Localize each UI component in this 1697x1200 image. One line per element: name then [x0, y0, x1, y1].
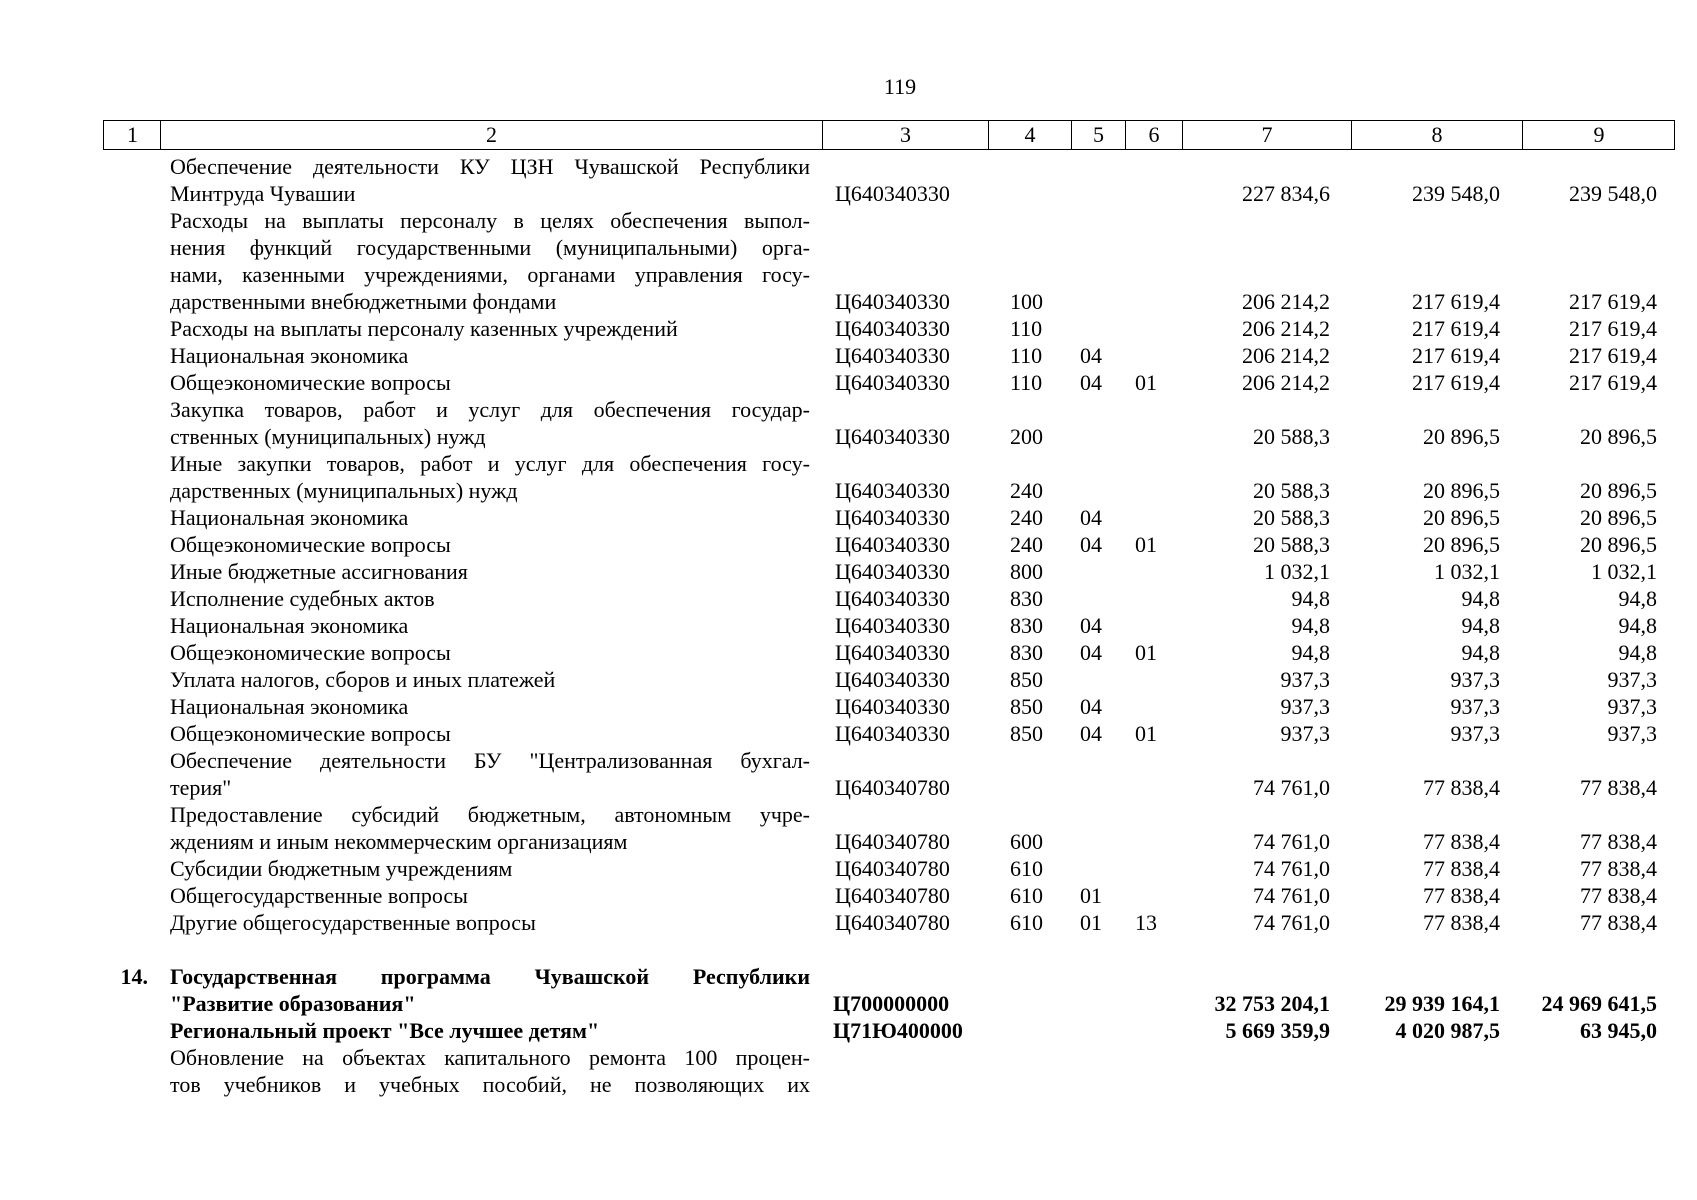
- row-name-line: Государственная программа Чувашской Республики: [170, 964, 810, 989]
- row-expense-type: 100: [1010, 289, 1043, 314]
- row-expense-type: 240: [1010, 478, 1043, 503]
- row-value-col7: 94,8: [1291, 613, 1330, 638]
- row-name-line: Минтруда Чувашии: [170, 181, 356, 206]
- row-value-col9: 937,3: [1607, 721, 1657, 746]
- row-name: [170, 909, 810, 936]
- row-value-col7: 206 214,2: [1242, 316, 1330, 341]
- table-row: [0, 747, 1697, 801]
- row-name-line: Обеспечение деятельности БУ "Централизованная бухгал-: [170, 748, 810, 773]
- row-value-col9: 77 838,4: [1580, 856, 1657, 881]
- row-value-col7: 94,8: [1291, 586, 1330, 611]
- row-value-col9: 217 619,4: [1569, 343, 1657, 368]
- row-expense-type: 240: [1010, 505, 1043, 530]
- row-name: [170, 963, 810, 1017]
- row-value-col8: 29 939 164,1: [1384, 991, 1500, 1016]
- row-value-col8: 94,8: [1461, 586, 1500, 611]
- row-name: [170, 315, 810, 342]
- row-code: Ц640340330: [835, 694, 950, 719]
- row-value-col8: 937,3: [1450, 694, 1500, 719]
- row-subsection: 13: [1135, 910, 1157, 935]
- row-expense-type: 600: [1010, 829, 1043, 854]
- header-cell-3: 3: [822, 121, 989, 149]
- row-value-col9: 94,8: [1618, 586, 1657, 611]
- row-name: [170, 369, 810, 396]
- row-value-col9: 1 032,1: [1591, 559, 1657, 584]
- row-code: Ц640340330: [835, 370, 950, 395]
- header-cell-9: 9: [1522, 121, 1676, 149]
- table-row: [0, 693, 1697, 720]
- row-value-col9: 24 969 641,5: [1541, 991, 1657, 1016]
- row-name: [170, 612, 810, 639]
- table-header: [103, 120, 1675, 150]
- row-name-line: Общеэкономические вопросы: [170, 721, 451, 746]
- row-subsection: 01: [1135, 370, 1157, 395]
- row-code: Ц700000000: [833, 991, 950, 1016]
- table-row: [0, 504, 1697, 531]
- row-code: Ц640340330: [835, 640, 950, 665]
- row-value-col8: 20 896,5: [1423, 424, 1500, 449]
- row-section: 01: [1080, 910, 1102, 935]
- row-subsection: 01: [1135, 721, 1157, 746]
- table-row: [0, 153, 1697, 207]
- row-value-col7: 32 753 204,1: [1214, 991, 1330, 1016]
- row-expense-type: 610: [1010, 910, 1043, 935]
- row-value-col7: 94,8: [1291, 640, 1330, 665]
- row-value-col7: 206 214,2: [1242, 289, 1330, 314]
- row-expense-type: 610: [1010, 883, 1043, 908]
- row-value-col7: 20 588,3: [1253, 424, 1330, 449]
- table-row: [0, 315, 1697, 342]
- row-section: 04: [1080, 721, 1102, 746]
- row-value-col8: 937,3: [1450, 721, 1500, 746]
- row-value-col9: 217 619,4: [1569, 370, 1657, 395]
- row-value-col7: 206 214,2: [1242, 343, 1330, 368]
- row-section: 04: [1080, 694, 1102, 719]
- row-name-line: Национальная экономика: [170, 694, 409, 719]
- row-code: Ц640340330: [835, 559, 950, 584]
- row-value-col9: 20 896,5: [1580, 478, 1657, 503]
- row-name-line: Национальная экономика: [170, 613, 409, 638]
- table-row: [0, 396, 1697, 450]
- table-row: [0, 558, 1697, 585]
- row-name: [170, 558, 810, 585]
- row-expense-type: 200: [1010, 424, 1043, 449]
- row-code: Ц640340330: [835, 667, 950, 692]
- table-row: [0, 1017, 1697, 1044]
- row-expense-type: 610: [1010, 856, 1043, 881]
- row-value-col9: 239 548,0: [1569, 181, 1657, 206]
- row-name-line: Национальная экономика: [170, 343, 409, 368]
- row-code: Ц71Ю400000: [833, 1018, 963, 1043]
- row-value-col7: 74 761,0: [1253, 883, 1330, 908]
- row-value-col9: 77 838,4: [1580, 775, 1657, 800]
- row-code: Ц640340780: [835, 910, 950, 935]
- row-value-col9: 937,3: [1607, 667, 1657, 692]
- row-name-line: Общеэкономические вопросы: [170, 640, 451, 665]
- row-value-col8: 77 838,4: [1423, 856, 1500, 881]
- row-value-col7: 206 214,2: [1242, 370, 1330, 395]
- table-row: [0, 963, 1697, 1017]
- row-name-line: Иные закупки товаров, работ и услуг для обеспечения госу-: [170, 451, 810, 476]
- row-section: 04: [1080, 370, 1102, 395]
- row-expense-type: 830: [1010, 613, 1043, 638]
- table-row: [0, 450, 1697, 504]
- row-name-line: Общеэкономические вопросы: [170, 532, 451, 557]
- row-expense-type: 110: [1010, 370, 1043, 395]
- table-row: [0, 801, 1697, 855]
- row-name: [170, 882, 810, 909]
- row-code: Ц640340330: [835, 343, 950, 368]
- row-name: [170, 693, 810, 720]
- row-name: [170, 585, 810, 612]
- row-value-col8: 217 619,4: [1412, 343, 1500, 368]
- row-code: Ц640340780: [835, 775, 950, 800]
- row-value-col7: 1 032,1: [1264, 559, 1330, 584]
- row-value-col8: 239 548,0: [1412, 181, 1500, 206]
- row-value-col7: 20 588,3: [1253, 478, 1330, 503]
- row-value-col7: 74 761,0: [1253, 775, 1330, 800]
- table-row: [0, 1044, 1697, 1098]
- row-subsection: 01: [1135, 640, 1157, 665]
- row-value-col7: 20 588,3: [1253, 505, 1330, 530]
- row-value-col9: 217 619,4: [1569, 289, 1657, 314]
- row-name-line: Закупка товаров, работ и услуг для обеспечения государ-: [170, 397, 810, 422]
- row-code: Ц640340330: [835, 505, 950, 530]
- row-section: 04: [1080, 505, 1102, 530]
- row-code: Ц640340330: [835, 289, 950, 314]
- row-name: [170, 639, 810, 666]
- row-name-line: тов учебников и учебных пособий, не позволяющих их: [170, 1072, 810, 1097]
- table-row: [0, 666, 1697, 693]
- row-value-col9: 217 619,4: [1569, 316, 1657, 341]
- row-name-line: Региональный проект "Все лучшее детям": [170, 1018, 600, 1043]
- row-name-line: терия": [170, 775, 232, 800]
- header-cell-4: 4: [988, 121, 1072, 149]
- row-code: Ц640340330: [835, 721, 950, 746]
- row-code: Ц640340330: [835, 586, 950, 611]
- row-name: [170, 396, 810, 450]
- row-name-line: Расходы на выплаты персоналу казенных учреждений: [170, 316, 678, 341]
- row-name-line: Предоставление субсидий бюджетным, автономным учре-: [170, 802, 810, 827]
- page-number: 119: [883, 74, 917, 99]
- table-row: [0, 882, 1697, 909]
- table-row: [0, 342, 1697, 369]
- row-value-col7: 937,3: [1280, 694, 1330, 719]
- row-value-col8: 77 838,4: [1423, 829, 1500, 854]
- row-name: [170, 153, 810, 207]
- row-subsection: 01: [1135, 532, 1157, 557]
- table-row: [0, 909, 1697, 936]
- row-name-line: Общегосударственные вопросы: [170, 883, 468, 908]
- row-section: 04: [1080, 343, 1102, 368]
- row-expense-type: 110: [1010, 316, 1043, 341]
- row-value-col8: 20 896,5: [1423, 478, 1500, 503]
- row-expense-type: 110: [1010, 343, 1043, 368]
- row-name-line: Субсидии бюджетным учреждениям: [170, 856, 513, 881]
- row-name: [170, 207, 810, 315]
- row-value-col9: 94,8: [1618, 613, 1657, 638]
- header-cell-6: 6: [1125, 121, 1183, 149]
- row-value-col8: 937,3: [1450, 667, 1500, 692]
- row-name-line: "Развитие образования": [170, 991, 416, 1016]
- row-value-col8: 77 838,4: [1423, 775, 1500, 800]
- row-value-col9: 77 838,4: [1580, 883, 1657, 908]
- row-value-col8: 20 896,5: [1423, 505, 1500, 530]
- row-value-col9: 77 838,4: [1580, 829, 1657, 854]
- row-value-col7: 74 761,0: [1253, 829, 1330, 854]
- row-name-line: нения функций государственными (муниципальными) орга-: [170, 235, 810, 260]
- table-row: [0, 531, 1697, 558]
- row-name-line: Обеспечение деятельности КУ ЦЗН Чувашской Республики: [170, 154, 810, 179]
- row-value-col9: 63 945,0: [1580, 1018, 1657, 1043]
- row-name: [170, 450, 810, 504]
- row-value-col7: 937,3: [1280, 667, 1330, 692]
- row-expense-type: 240: [1010, 532, 1043, 557]
- row-value-col8: 217 619,4: [1412, 289, 1500, 314]
- table-row: [0, 207, 1697, 315]
- row-expense-type: 800: [1010, 559, 1043, 584]
- row-value-col9: 20 896,5: [1580, 424, 1657, 449]
- row-expense-type: 850: [1010, 694, 1043, 719]
- row-number: 14.: [120, 964, 148, 989]
- row-code: Ц640340780: [835, 829, 950, 854]
- row-value-col8: 94,8: [1461, 613, 1500, 638]
- row-name-line: дарственных (муниципальных) нужд: [170, 478, 518, 503]
- header-cell-7: 7: [1182, 121, 1352, 149]
- row-value-col7: 74 761,0: [1253, 856, 1330, 881]
- row-code: Ц640340330: [835, 478, 950, 503]
- row-section: 04: [1080, 640, 1102, 665]
- row-name-line: Национальная экономика: [170, 505, 409, 530]
- row-code: Ц640340330: [835, 181, 950, 206]
- row-value-col7: 74 761,0: [1253, 910, 1330, 935]
- row-code: Ц640340330: [835, 532, 950, 557]
- row-name: [170, 747, 810, 801]
- header-cell-1: 1: [127, 122, 138, 147]
- header-cell-8: 8: [1351, 121, 1523, 149]
- row-name-line: Обновление на объектах капитального ремонта 100 процен-: [170, 1045, 810, 1070]
- row-name: [170, 1044, 810, 1098]
- table-row: [0, 369, 1697, 396]
- row-value-col7: 20 588,3: [1253, 532, 1330, 557]
- row-name-line: Другие общегосударственные вопросы: [170, 910, 536, 935]
- row-value-col7: 227 834,6: [1242, 181, 1330, 206]
- row-value-col8: 217 619,4: [1412, 316, 1500, 341]
- row-value-col8: 20 896,5: [1423, 532, 1500, 557]
- row-name-line: Общеэкономические вопросы: [170, 370, 451, 395]
- row-name: [170, 1017, 810, 1044]
- row-name: [170, 504, 810, 531]
- row-expense-type: 850: [1010, 667, 1043, 692]
- row-name-line: ственных (муниципальных) нужд: [170, 424, 486, 449]
- row-expense-type: 830: [1010, 640, 1043, 665]
- row-value-col8: 217 619,4: [1412, 370, 1500, 395]
- table-row: [0, 585, 1697, 612]
- row-expense-type: 850: [1010, 721, 1043, 746]
- row-name-line: дарственными внебюджетными фондами: [170, 289, 557, 314]
- row-value-col9: 20 896,5: [1580, 505, 1657, 530]
- row-name: [170, 855, 810, 882]
- table-row: [0, 612, 1697, 639]
- row-value-col9: 77 838,4: [1580, 910, 1657, 935]
- row-name: [170, 666, 810, 693]
- row-code: Ц640340330: [835, 424, 950, 449]
- row-value-col9: 94,8: [1618, 640, 1657, 665]
- row-name: [170, 342, 810, 369]
- row-code: Ц640340780: [835, 883, 950, 908]
- table-row: [0, 639, 1697, 666]
- row-code: Ц640340330: [835, 613, 950, 638]
- row-name-line: ждениям и иным некоммерческим организациям: [170, 829, 628, 854]
- row-section: 04: [1080, 532, 1102, 557]
- row-value-col9: 20 896,5: [1580, 532, 1657, 557]
- row-section: 04: [1080, 613, 1102, 638]
- row-name-line: Расходы на выплаты персоналу в целях обеспечения выпол-: [170, 208, 810, 233]
- row-value-col8: 77 838,4: [1423, 910, 1500, 935]
- row-value-col8: 94,8: [1461, 640, 1500, 665]
- row-value-col9: 937,3: [1607, 694, 1657, 719]
- row-code: Ц640340330: [835, 316, 950, 341]
- row-value-col8: 1 032,1: [1434, 559, 1500, 584]
- row-name: [170, 720, 810, 747]
- row-name-line: Иные бюджетные ассигнования: [170, 559, 468, 584]
- row-name: [170, 801, 810, 855]
- row-name: [170, 531, 810, 558]
- row-name-line: нами, казенными учреждениями, органами управления госу-: [170, 262, 810, 287]
- row-name-line: Исполнение судебных актов: [170, 586, 435, 611]
- header-cell-5: 5: [1071, 121, 1126, 149]
- table-row: [0, 720, 1697, 747]
- header-cell-2: 2: [160, 121, 823, 149]
- row-value-col8: 4 020 987,5: [1395, 1018, 1500, 1043]
- row-value-col7: 5 669 359,9: [1225, 1018, 1330, 1043]
- row-value-col8: 77 838,4: [1423, 883, 1500, 908]
- row-section: 01: [1080, 883, 1102, 908]
- table-row: [0, 855, 1697, 882]
- row-expense-type: 830: [1010, 586, 1043, 611]
- row-code: Ц640340780: [835, 856, 950, 881]
- row-value-col7: 937,3: [1280, 721, 1330, 746]
- row-name-line: Уплата налогов, сборов и иных платежей: [170, 667, 556, 692]
